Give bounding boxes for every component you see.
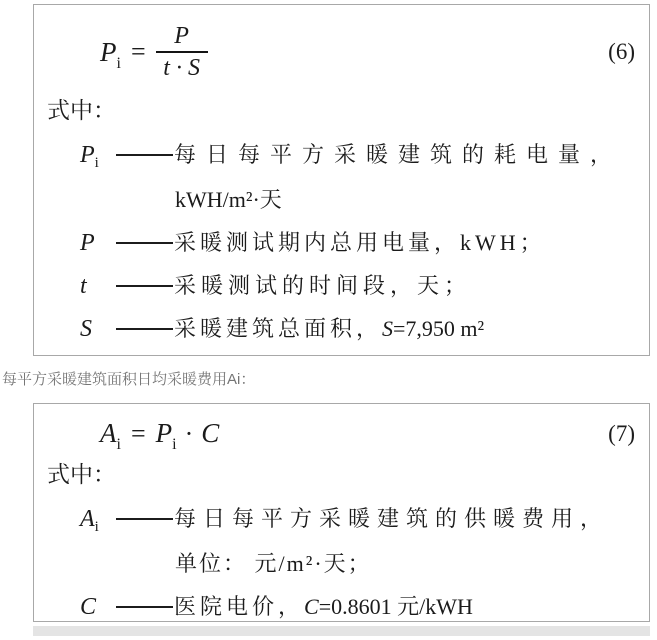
- formula-box-6: [33, 4, 650, 356]
- dash-line: [116, 592, 173, 608]
- eq7-def-row-c: [34, 592, 649, 622]
- equation-7-number: (7): [608, 420, 635, 446]
- eq6-fraction-bar: [156, 51, 208, 53]
- eq7-def-symbol-c: C: [80, 594, 97, 620]
- eq6-def-symbol-t: t: [80, 273, 87, 299]
- eq7-def-desc-ai: 每日每平方采暖建筑的供暖费用，: [174, 506, 610, 531]
- eq6-def-row-p: [34, 228, 649, 258]
- cropped-content-strip: [33, 626, 650, 636]
- eq6-denominator: t · S: [163, 55, 200, 81]
- equation-7: [100, 418, 220, 453]
- eq6-s-value: =7,950 m²: [393, 316, 485, 341]
- eq6-def-cont-pi: kWH/m²·天: [175, 187, 282, 212]
- eq6-def-desc-s: 采暖建筑总面积，S=7,950 m²: [174, 316, 485, 341]
- eq6-def-desc-t: 采暖测试的时间段，天；: [174, 273, 472, 298]
- eq6-numerator: P: [174, 23, 189, 49]
- eq6-lhs-symbol: $P_i$: [100, 36, 121, 72]
- eq7-multiply-dot: ·: [184, 418, 194, 448]
- dash-line: [116, 140, 173, 156]
- equation-7-row: [34, 404, 649, 453]
- eq6-def-desc-p: 采暖测试期内总用电量，kWH；: [174, 230, 546, 255]
- eq7-equals-sign: =: [130, 418, 146, 448]
- eq7-rhs1-subscript: i: [172, 436, 177, 453]
- eq7-c-variable: C: [304, 594, 319, 619]
- eq7-c-value: =0.8601 元/kWH: [318, 594, 473, 619]
- eq6-def-desc-pi: 每日每平方采暖建筑的耗电量，: [174, 142, 623, 167]
- eq6-def-symbol-pi: $P_i$: [80, 142, 99, 171]
- equation-6-row: [34, 5, 649, 81]
- equation-6: [100, 23, 208, 81]
- eq7-def-desc-c: 医院电价，C=0.8601 元/kWH: [174, 594, 473, 619]
- equation-6-number: (6): [608, 39, 635, 64]
- eq6-def-row-s: [34, 314, 649, 344]
- eq7-def-symbol-ai: $A_i$: [80, 506, 99, 535]
- eq6-s-variable: S: [382, 316, 394, 341]
- between-boxes-caption: 每平方采暖建筑面积日均采暖费用Ai：: [2, 371, 256, 388]
- eq6-equals-sign: =: [130, 37, 146, 66]
- eq6-fraction: [156, 23, 208, 81]
- eq7-rhs2-symbol: C: [201, 418, 220, 448]
- formula-box-7: [33, 403, 650, 622]
- eq6-def-row-pi: [34, 140, 649, 173]
- eq7-where-label: 式中：: [47, 462, 116, 487]
- eq6-def-symbol-p: P: [80, 230, 95, 256]
- eq6-where-label: 式中：: [47, 98, 116, 123]
- dash-line: [116, 228, 173, 244]
- dash-line: [116, 271, 173, 287]
- dash-line: [116, 504, 173, 520]
- eq7-lhs-subscript: i: [116, 436, 121, 453]
- dash-line: [116, 314, 173, 330]
- eq7-def-row-ai: [34, 504, 649, 537]
- eq7-rhs1-symbol: $P_i$: [155, 418, 177, 453]
- eq6-def-row-t: [34, 271, 649, 301]
- eq7-def-cont-ai: 单位： 元/m²·天；: [175, 551, 372, 576]
- eq7-lhs-symbol: $A_i$: [100, 418, 121, 453]
- eq6-lhs-subscript: i: [116, 54, 121, 72]
- eq6-def-symbol-s: S: [80, 316, 92, 342]
